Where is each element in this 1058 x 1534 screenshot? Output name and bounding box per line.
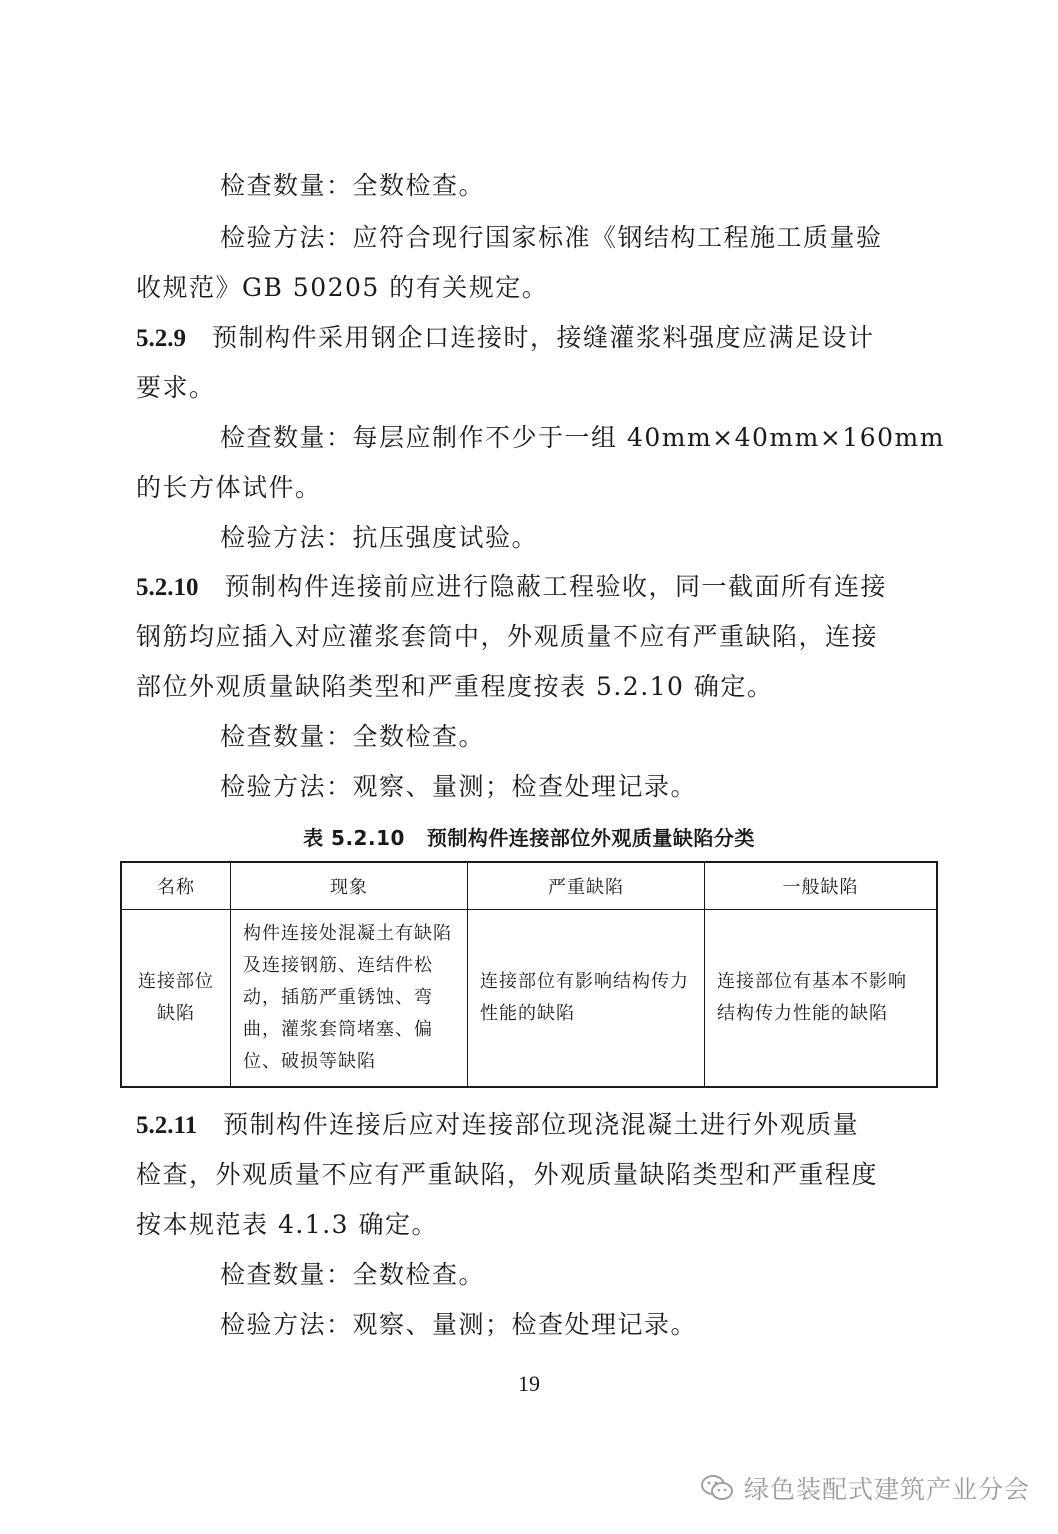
clause-5-2-11-cont: 按本规范表 4.1.3 确定。	[136, 1210, 439, 1239]
inspection-quantity-line-cont: 的长方体试件。	[136, 473, 322, 502]
inspection-quantity-line: 检查数量：每层应制作不少于一组 40mm×40mm×160mm	[220, 423, 945, 452]
header-severe-defect: 严重缺陷	[468, 862, 705, 910]
header-general-defect: 一般缺陷	[705, 862, 938, 910]
clause-number: 5.2.11	[136, 1112, 198, 1139]
cell-phenomenon: 构件连接处混凝土有缺陷及连接钢筋、连结件松动，插筋严重锈蚀、弯曲，灌浆套筒堵塞、偏位、破损等缺陷	[231, 910, 468, 1088]
inspection-method-line: 检验方法：观察、量测；检查处理记录。	[220, 772, 698, 801]
clause-text: 预制构件连接后应对连接部位现浇混凝土进行外观质量	[223, 1110, 860, 1139]
cell-general-defect: 连接部位有基本不影响结构传力性能的缺陷	[705, 910, 938, 1088]
inspection-method-line: 检验方法：观察、量测；检查处理记录。	[220, 1310, 698, 1339]
wechat-icon	[700, 1473, 734, 1503]
clause-5-2-11	[136, 1110, 859, 1141]
header-name: 名称	[121, 862, 231, 910]
clause-5-2-10	[136, 572, 887, 603]
watermark-text: 绿色装配式建筑产业分会	[744, 1475, 1031, 1504]
cell-severe-defect: 连接部位有影响结构传力性能的缺陷	[468, 910, 705, 1088]
clause-5-2-10-cont: 钢筋均应插入对应灌浆套筒中，外观质量不应有严重缺陷，连接	[136, 622, 879, 651]
inspection-quantity-line: 检查数量：全数检查。	[220, 1260, 486, 1289]
table-caption	[0, 824, 1058, 852]
inspection-method-line-cont: 收规范》GB 50205 的有关规定。	[136, 273, 549, 302]
page-number: 19	[518, 1371, 540, 1396]
defect-classification-table	[120, 861, 938, 1088]
clause-number: 5.2.10	[136, 574, 199, 601]
inspection-method-line: 检验方法：应符合现行国家标准《钢结构工程施工质量验	[220, 223, 883, 252]
table-header-row	[121, 862, 937, 910]
clause-5-2-10-cont: 部位外观质量缺陷类型和严重程度按表 5.2.10 确定。	[136, 672, 774, 701]
header-phenomenon: 现象	[231, 862, 468, 910]
clause-5-2-9	[136, 323, 875, 354]
table-caption-title: 预制构件连接部位外观质量缺陷分类	[426, 826, 755, 850]
inspection-quantity-line: 检查数量：全数检查。	[220, 171, 486, 200]
inspection-quantity-line: 检查数量：全数检查。	[220, 722, 486, 751]
cell-name: 连接部位缺陷	[121, 910, 231, 1088]
clause-5-2-9-cont: 要求。	[136, 373, 216, 402]
clause-number: 5.2.9	[136, 325, 186, 352]
clause-5-2-11-cont: 检查，外观质量不应有严重缺陷，外观质量缺陷类型和严重程度	[136, 1160, 879, 1189]
clause-text: 预制构件连接前应进行隐蔽工程验收，同一截面所有连接	[224, 572, 888, 601]
inspection-method-line: 检验方法：抗压强度试验。	[220, 523, 539, 552]
table-caption-number: 表 5.2.10	[303, 826, 405, 850]
clause-text: 预制构件采用钢企口连接时，接缝灌浆料强度应满足设计	[212, 323, 875, 352]
watermark	[700, 1472, 1030, 1504]
table-row	[121, 910, 937, 1088]
